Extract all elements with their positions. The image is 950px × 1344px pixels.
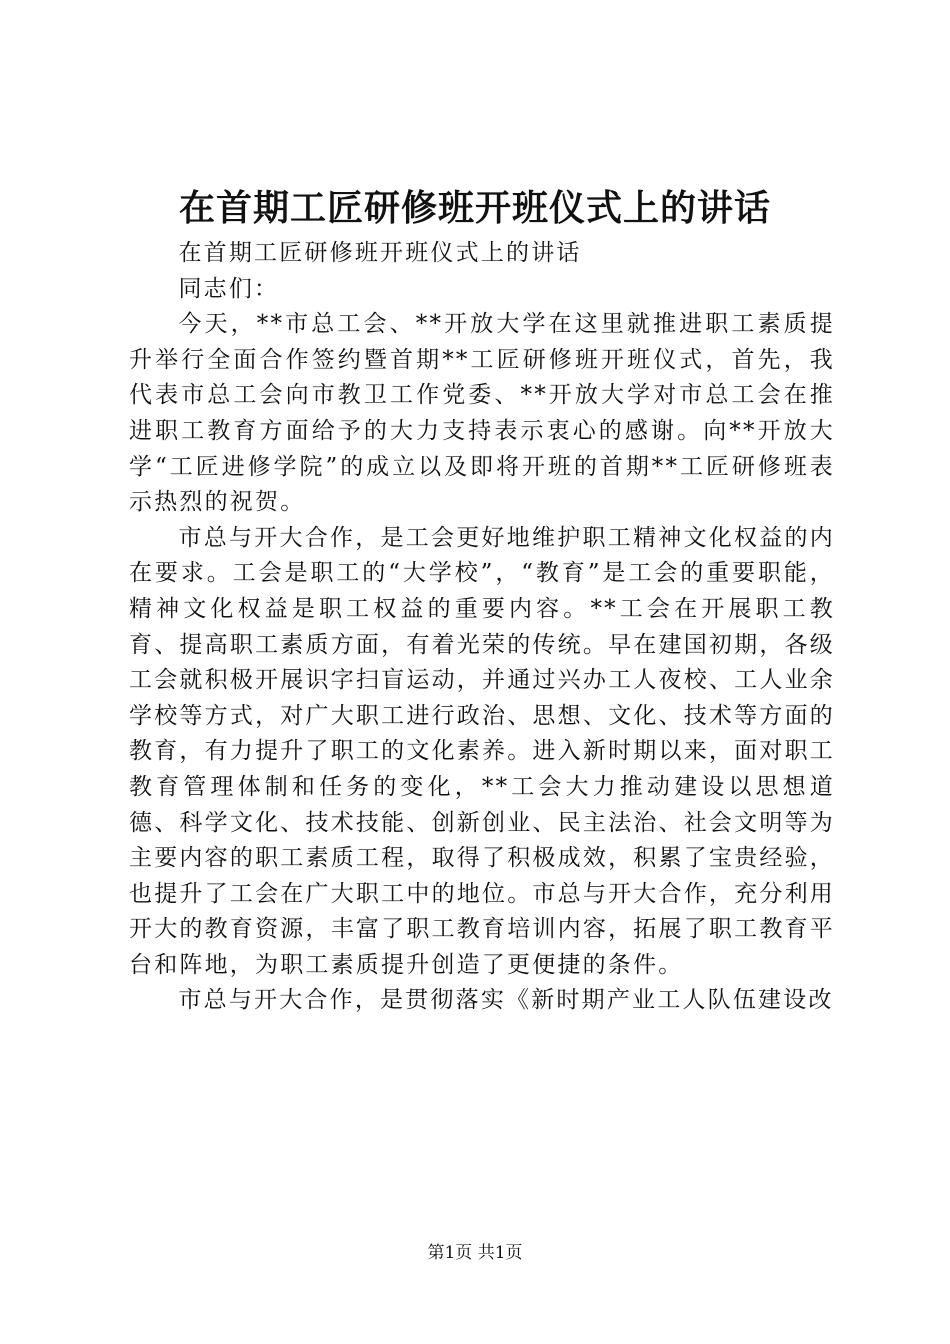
page-footer: 第1页 共1页 bbox=[427, 1243, 523, 1263]
document-title: 在首期工匠研修班开班仪式上的讲话 bbox=[178, 187, 771, 229]
subtitle-line: 在首期工匠研修班开班仪式上的讲话 bbox=[178, 240, 582, 266]
document-body bbox=[129, 236, 835, 1019]
paragraph-1: 今天，**市总工会、**开放大学在这里就推进职工素质提升举行全面合作签约暨首期**工匠研修班开班仪式，首先，我代表市总工会向市教卫工作党委、**开放大学对市总工会在推进职工教育方面给予的大力支持表示衷心的感谢。向**开放大学“工匠进修学院”的成立以及即将开班的首期**工匠研修班表示热烈的祝贺。 bbox=[129, 311, 835, 516]
paragraph-2: 市总与开大合作，是工会更好地维护职工精神文化权益的内在要求。工会是职工的“大学校”，“教育”是工会的重要职能，精神文化权益是职工权益的重要内容。**工会在开展职工教育、提高职工素质方面，有着光荣的传统。早在建国初期，各级工会就积极开展识字扫盲运动，并通过兴办工人夜校、工人业余学校等方式，对广大职工进行政治、思想、文化、技术等方面的教育，有力提升了职工的文化素养。进入新时期以来，面对职工教育管理体制和任务的变化，**工会大力推动建设以思想道德、科学文化、技术技能、创新创业、民主法治、社会文明等为主要内容的职工素质工程，取得了积极成效，积累了宝贵经验，也提升了工会在广大职工中的地位。市总与开大合作，充分利用开大的教育资源，丰富了职工教育培训内容，拓展了职工教育平台和阵地，为职工素质提升创造了更便捷的条件。 bbox=[129, 524, 835, 978]
paragraph-3: 市总与开大合作，是贯彻落实《新时期产业工人队伍建设改 bbox=[178, 987, 834, 1014]
salutation-line: 同志们： bbox=[178, 275, 280, 302]
